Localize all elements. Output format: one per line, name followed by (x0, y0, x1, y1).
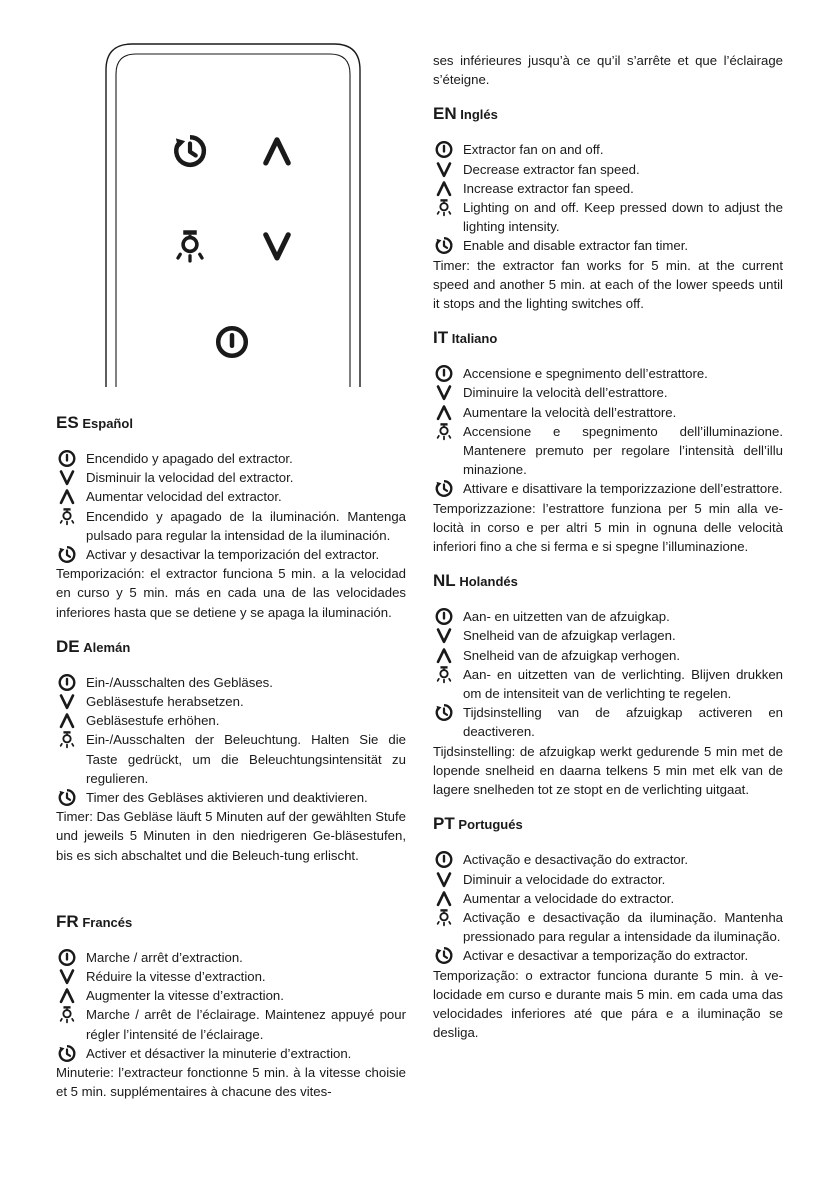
language-name: Español (82, 416, 133, 431)
timer-note-continued: ses inférieures jusqu’à ce qu’il s’arrête et que l’éclairage s’éteigne. (433, 53, 783, 88)
chevron-up-icon (56, 986, 78, 1005)
power-icon (56, 673, 78, 692)
list-item: Augmenter la vitesse d’extraction. (56, 986, 406, 1005)
light-icon[interactable] (172, 228, 208, 264)
list-item: Ein-/Ausschalten der Beleuchtung. Halten Sie die Taste gedrückt, um die Beleuchtungsintensität zu regulieren. (56, 730, 406, 788)
timer-icon (56, 545, 78, 564)
timer-note: Temporización: el extractor funciona 5 min. a la velocidad en curso y 5 min. más en cada una de las velocidades inferiores hasta que se detiene y se apaga la iluminación. (56, 566, 406, 620)
section-heading (433, 813, 783, 836)
list-item: Ein-/Ausschalten des Gebläses. (56, 673, 406, 692)
list-item: Snelheid van de afzuigkap verlagen. (433, 626, 783, 645)
chevron-down-icon (56, 967, 78, 986)
list-item: Activar y desactivar la temporización del extractor. (56, 545, 406, 564)
timer-icon (433, 703, 455, 722)
chevron-down-icon (56, 692, 78, 711)
language-name: Italiano (451, 331, 498, 347)
chevron-down-icon (433, 160, 455, 179)
list-item: Marche / arrêt de l’éclairage. Maintenez appuyé pour régler l’intensité de l’éclairage. (56, 1005, 406, 1043)
light-icon (56, 730, 78, 749)
list-item: Encendido y apagado de la iluminación. Mantenga pulsado para regular la intensidad de la iluminación. (56, 507, 406, 545)
chevron-down-icon (433, 626, 455, 645)
section-heading (433, 103, 783, 126)
list-item: Decrease extractor fan speed. (433, 160, 783, 179)
section-heading (433, 570, 783, 593)
timer-note: Temporizzazione: l’estrattore funziona per 5 min alla ve-locità in corso e per altri 5 min in ognuna delle velocità inferiori fino a che si ferma e si spegne l’illuminazione. (433, 500, 783, 555)
list-item: Aan- en uitzetten van de afzuigkap. (433, 607, 783, 626)
section-heading (56, 636, 406, 659)
power-icon (433, 140, 455, 159)
list-item: Tijdsinstelling van de afzuigkap activeren en deactiveren. (433, 703, 783, 741)
right-column (433, 51, 783, 1042)
chevron-down-icon (433, 383, 455, 402)
list-item: Diminuir a velocidade do extractor. (433, 870, 783, 889)
language-code: ES (56, 413, 79, 432)
chevron-up-icon (56, 711, 78, 730)
language-name: Portugués (458, 817, 523, 833)
list-item: Extractor fan on and off. (433, 140, 783, 159)
list-item: Enable and disable extractor fan timer. (433, 236, 783, 255)
list-item: Timer des Gebläses aktivieren und deaktivieren. (56, 788, 406, 807)
list-item: Réduire la vitesse d’extraction. (56, 967, 406, 986)
list-item: Activer et désactiver la minuterie d’extraction. (56, 1044, 406, 1063)
section-heading (56, 412, 406, 435)
timer-note: Timer: the extractor fan works for 5 min. at the current speed and another 5 min. at each of the lower speeds until it stops and the lighting switches off. (433, 257, 783, 312)
section-en (433, 103, 783, 313)
list-item: Gebläsestufe erhöhen. (56, 711, 406, 730)
language-code: DE (56, 636, 80, 656)
power-icon (433, 850, 455, 869)
section-es (56, 412, 406, 622)
left-column (56, 398, 406, 1101)
light-icon (56, 1005, 78, 1024)
list-item: Aumentar velocidad del extractor. (56, 487, 406, 506)
timer-note: Minuterie: l’extracteur fonctionne 5 min. à la vitesse choisie et 5 min. supplémentaires à chacune des vites- (56, 1065, 406, 1100)
power-icon (56, 948, 78, 967)
list-item: Marche / arrêt d’extraction. (56, 948, 406, 967)
list-item: Accensione e spegnimento dell’estrattore. (433, 364, 783, 383)
list-item: Lighting on and off. Keep pressed down to adjust the lighting intensity. (433, 198, 783, 236)
power-icon (56, 449, 78, 468)
list-item: Encendido y apagado del extractor. (56, 449, 406, 468)
section-nl (433, 570, 783, 799)
section-heading (56, 911, 406, 934)
list-item: Gebläsestufe herabsetzen. (56, 692, 406, 711)
timer-icon (433, 236, 455, 255)
language-name: Francés (82, 914, 133, 930)
light-icon (56, 507, 78, 526)
chevron-up-icon (433, 889, 455, 908)
list-item: Accensione e spegnimento dell’illuminazione. Mantenere premuto per regolare l’intensità dell’illu minazione. (433, 422, 783, 480)
list-item: Aumentar a velocidade do extractor. (433, 889, 783, 908)
language-name: Alemán (83, 639, 131, 655)
timer-icon (433, 479, 455, 498)
timer-note: Timer: Das Gebläse läuft 5 Minuten auf der gewählten Stufe und jeweils 5 Minuten in den niedrigeren Ge-bläsestufen, bis es sich abschaltet und die Beleuch-tung erlischt. (56, 809, 406, 863)
power-icon (433, 607, 455, 626)
list-item: Aumentare la velocità dell’estrattore. (433, 403, 783, 422)
language-name: Inglés (460, 107, 498, 123)
power-icon[interactable] (214, 324, 250, 360)
chevron-down-icon (56, 468, 78, 487)
timer-icon (56, 1044, 78, 1063)
language-code: FR (56, 911, 79, 931)
chevron-up-icon[interactable] (259, 133, 295, 169)
timer-icon (433, 946, 455, 965)
language-code: IT (433, 328, 449, 348)
list-item: Aan- en uitzetten van de verlichting. Blijven drukken om de intensiteit van de verlichting te regelen. (433, 665, 783, 703)
language-name: Holandés (459, 574, 518, 590)
light-icon (433, 665, 455, 684)
chevron-up-icon (56, 487, 78, 506)
timer-note: Temporização: o extractor funciona durante 5 min. à ve-locidade em curso e durante mais 5 min. em cada uma das velocidades inferiores até que pára e a iluminação se desliga. (433, 967, 783, 1041)
list-item: Snelheid van de afzuigkap verhogen. (433, 646, 783, 665)
section-pt (433, 813, 783, 1042)
timer-icon (56, 788, 78, 807)
language-code: PT (433, 814, 455, 834)
section-heading (433, 327, 783, 350)
light-icon (433, 908, 455, 927)
section-de (56, 636, 406, 865)
timer-note: Tijdsinstelling: de afzuigkap werkt gedurende 5 min met de lopende snelheid en daarna telkens 5 min met elk van de lagere snelheden tot ze stopt en de verlichting uitgaat. (433, 743, 783, 798)
list-item: Activar e desactivar a temporização do extractor. (433, 946, 783, 965)
section-fr (56, 911, 406, 1102)
list-item: Attivare e disattivare la temporizzazione dell’estrattore. (433, 479, 783, 498)
list-item: Activação e desactivação da iluminação. Mantenha pressionado para regular a intensidade da iluminação. (433, 908, 783, 946)
light-icon (433, 198, 455, 217)
language-code: EN (433, 104, 457, 124)
language-code: NL (433, 571, 456, 591)
chevron-up-icon (433, 403, 455, 422)
chevron-up-icon (433, 646, 455, 665)
list-item: Activação e desactivação do extractor. (433, 850, 783, 869)
section-it (433, 327, 783, 556)
chevron-down-icon[interactable] (259, 228, 295, 264)
timer-icon[interactable] (172, 133, 208, 169)
light-icon (433, 422, 455, 441)
list-item: Diminuire la velocità dell’estrattore. (433, 383, 783, 402)
power-icon (433, 364, 455, 383)
list-item: Disminuir la velocidad del extractor. (56, 468, 406, 487)
chevron-down-icon (433, 870, 455, 889)
control-panel (104, 42, 362, 387)
chevron-up-icon (433, 179, 455, 198)
list-item: Increase extractor fan speed. (433, 179, 783, 198)
